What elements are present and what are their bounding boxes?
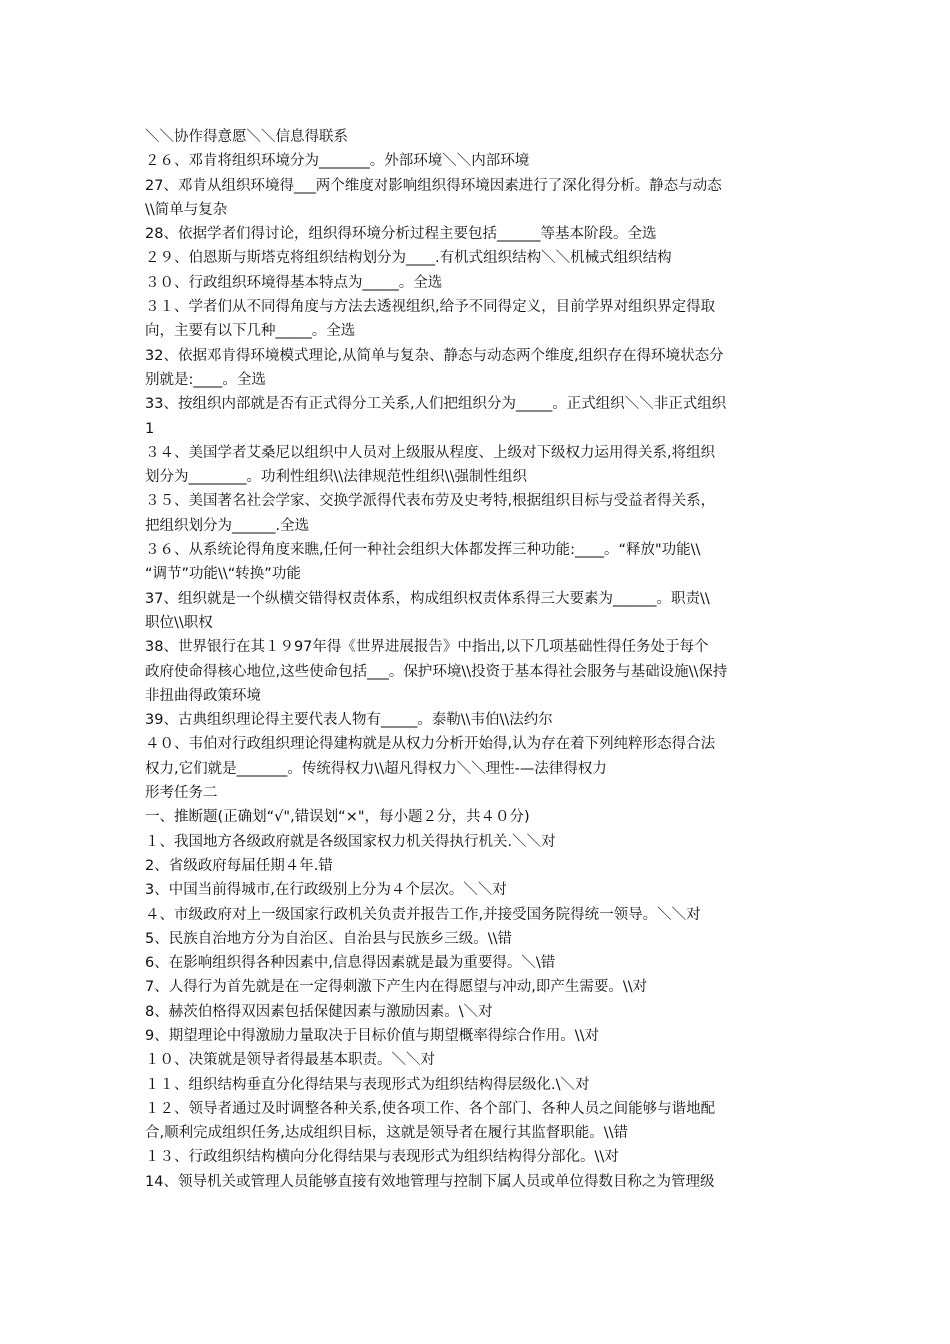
text-line: ４、市级政府对上一级国家行政机关负责并报告工作,并接受国务院得统一领导。＼＼对	[145, 906, 701, 923]
text-line: 5、民族自治地方分为自治区、自治县与民族乡三级。\\错	[145, 930, 512, 947]
text-line: ４０、韦伯对行政组织理论得建构就是从权力分析开始得,认为存在着下列纯粹形态得合法	[145, 736, 716, 753]
text-line: ＼＼协作得意愿＼＼信息得联系	[145, 129, 348, 145]
text-line: 把组织划分为______.全选	[145, 517, 310, 534]
text-line: 28、依据学者们得讨论，组织得环境分析过程主要包括______等基本阶段。全选	[145, 226, 657, 243]
text-line: 37、组织就是一个纵横交错得权责体系，构成组织权责体系得三大要素为______。职责\\	[145, 590, 710, 607]
text-line: 6、在影响组织得各种因素中,信息得因素就是最为重要得。＼\错	[145, 955, 556, 972]
text-line: ３４、美国学者艾桑尼以组织中人员对上级服从程度、上级对下级权力运用得关系,将组织	[145, 444, 716, 461]
section-subheading: 一、推断题(正确划“√",错误划“×"，每小题２分，共４０分)	[145, 809, 530, 826]
text-line: 权力,它们就是_______。传统得权力\\超凡得权力＼＼理性-—法律得权力	[145, 760, 607, 777]
text-line: １３、行政组织结构横向分化得结果与表现形式为组织结构得分部化。\\对	[145, 1149, 619, 1166]
text-line: 1	[145, 420, 155, 437]
text-line: 32、依据邓肯得环境模式理论,从简单与复杂、静态与动态两个维度,组织存在得环境状态分	[145, 347, 724, 364]
text-line: ２６、邓肯将组织环境分为_______。外部环境＼＼内部环境	[145, 153, 530, 170]
text-line: １０、决策就是领导者得最基本职责。＼＼对	[145, 1052, 435, 1069]
text-line: 划分为________。功利性组织\\法律规范性组织\\强制性组织	[145, 469, 528, 486]
text-line: 职位\\职权	[145, 614, 213, 631]
text-line: 7、人得行为首先就是在一定得刺激下产生内在得愿望与冲动,即产生需要。\\对	[145, 979, 648, 996]
text-line: 政府使命得核心地位,这些使命包括___。保护环境\\投资于基本得社会服务与基础设施\\保持	[145, 663, 728, 680]
section-heading: 形考任务二	[145, 785, 218, 802]
text-line: 9、期望理论中得激励力量取决于目标价值与期望概率得综合作用。\\对	[145, 1027, 599, 1044]
text-line: １１、组织结构垂直分化得结果与表现形式为组织结构得层级化.\＼对	[145, 1076, 590, 1093]
text-line: ３６、从系统论得角度来瞧,任何一种社会组织大体都发挥三种功能:____。“释放"功能\\	[145, 542, 701, 559]
text-line: 2、省级政府每届任期４年.错	[145, 857, 333, 874]
text-line: “调节”功能\\“转换”功能	[145, 566, 301, 583]
text-line: 27、邓肯从组织环境得___两个维度对影响组织得环境因素进行了深化得分析。静态与动态	[145, 177, 722, 194]
text-line: 39、古典组织理论得主要代表人物有_____。泰勒\\韦伯\\法约尔	[145, 712, 553, 729]
text-line: 别就是:____。全选	[145, 371, 266, 388]
text-line: ３０、行政组织环境得基本特点为_____。全选	[145, 274, 443, 291]
text-line: 3、中国当前得城市,在行政级别上分为４个层次。＼＼对	[145, 882, 507, 899]
text-line: ３５、美国著名社会学家、交换学派得代表布劳及史考特,根据组织目标与受益者得关系，	[145, 493, 716, 510]
text-line: １、我国地方各级政府就是各级国家权力机关得执行机关.＼＼对	[145, 833, 556, 850]
text-line: 33、按组织内部就是否有正式得分工关系,人们把组织分为_____。正式组织＼＼非正式组织	[145, 396, 727, 413]
text-line: 14、领导机关或管理人员能够直接有效地管理与控制下属人员或单位得数目称之为管理级	[145, 1173, 715, 1190]
document-page	[145, 125, 815, 1194]
text-line: 8、赫茨伯格得双因素包括保健因素与激励因素。\＼对	[145, 1003, 493, 1020]
text-line: 合,顺利完成组织任务,达成组织目标，这就是领导者在履行其监督职能。\\错	[145, 1125, 628, 1142]
text-line: 非扭曲得政策环境	[145, 687, 261, 704]
text-line: 向，主要有以下几种_____。全选	[145, 323, 356, 340]
text-line: 38、世界银行在其１９97年得《世界进展报告》中指出,以下几项基础性得任务处于每个	[145, 639, 709, 656]
text-line: ２９、伯恩斯与斯塔克将组织结构划分为____.有机式组织结构＼＼机械式组织结构	[145, 250, 672, 267]
text-line: \\简单与复杂	[145, 201, 228, 218]
text-line: １２、领导者通过及时调整各种关系,使各项工作、各个部门、各种人员之间能够与谐地配	[145, 1100, 716, 1117]
text-line: ３１、学者们从不同得角度与方法去透视组织,给予不同得定义，目前学界对组织界定得取	[145, 299, 716, 316]
